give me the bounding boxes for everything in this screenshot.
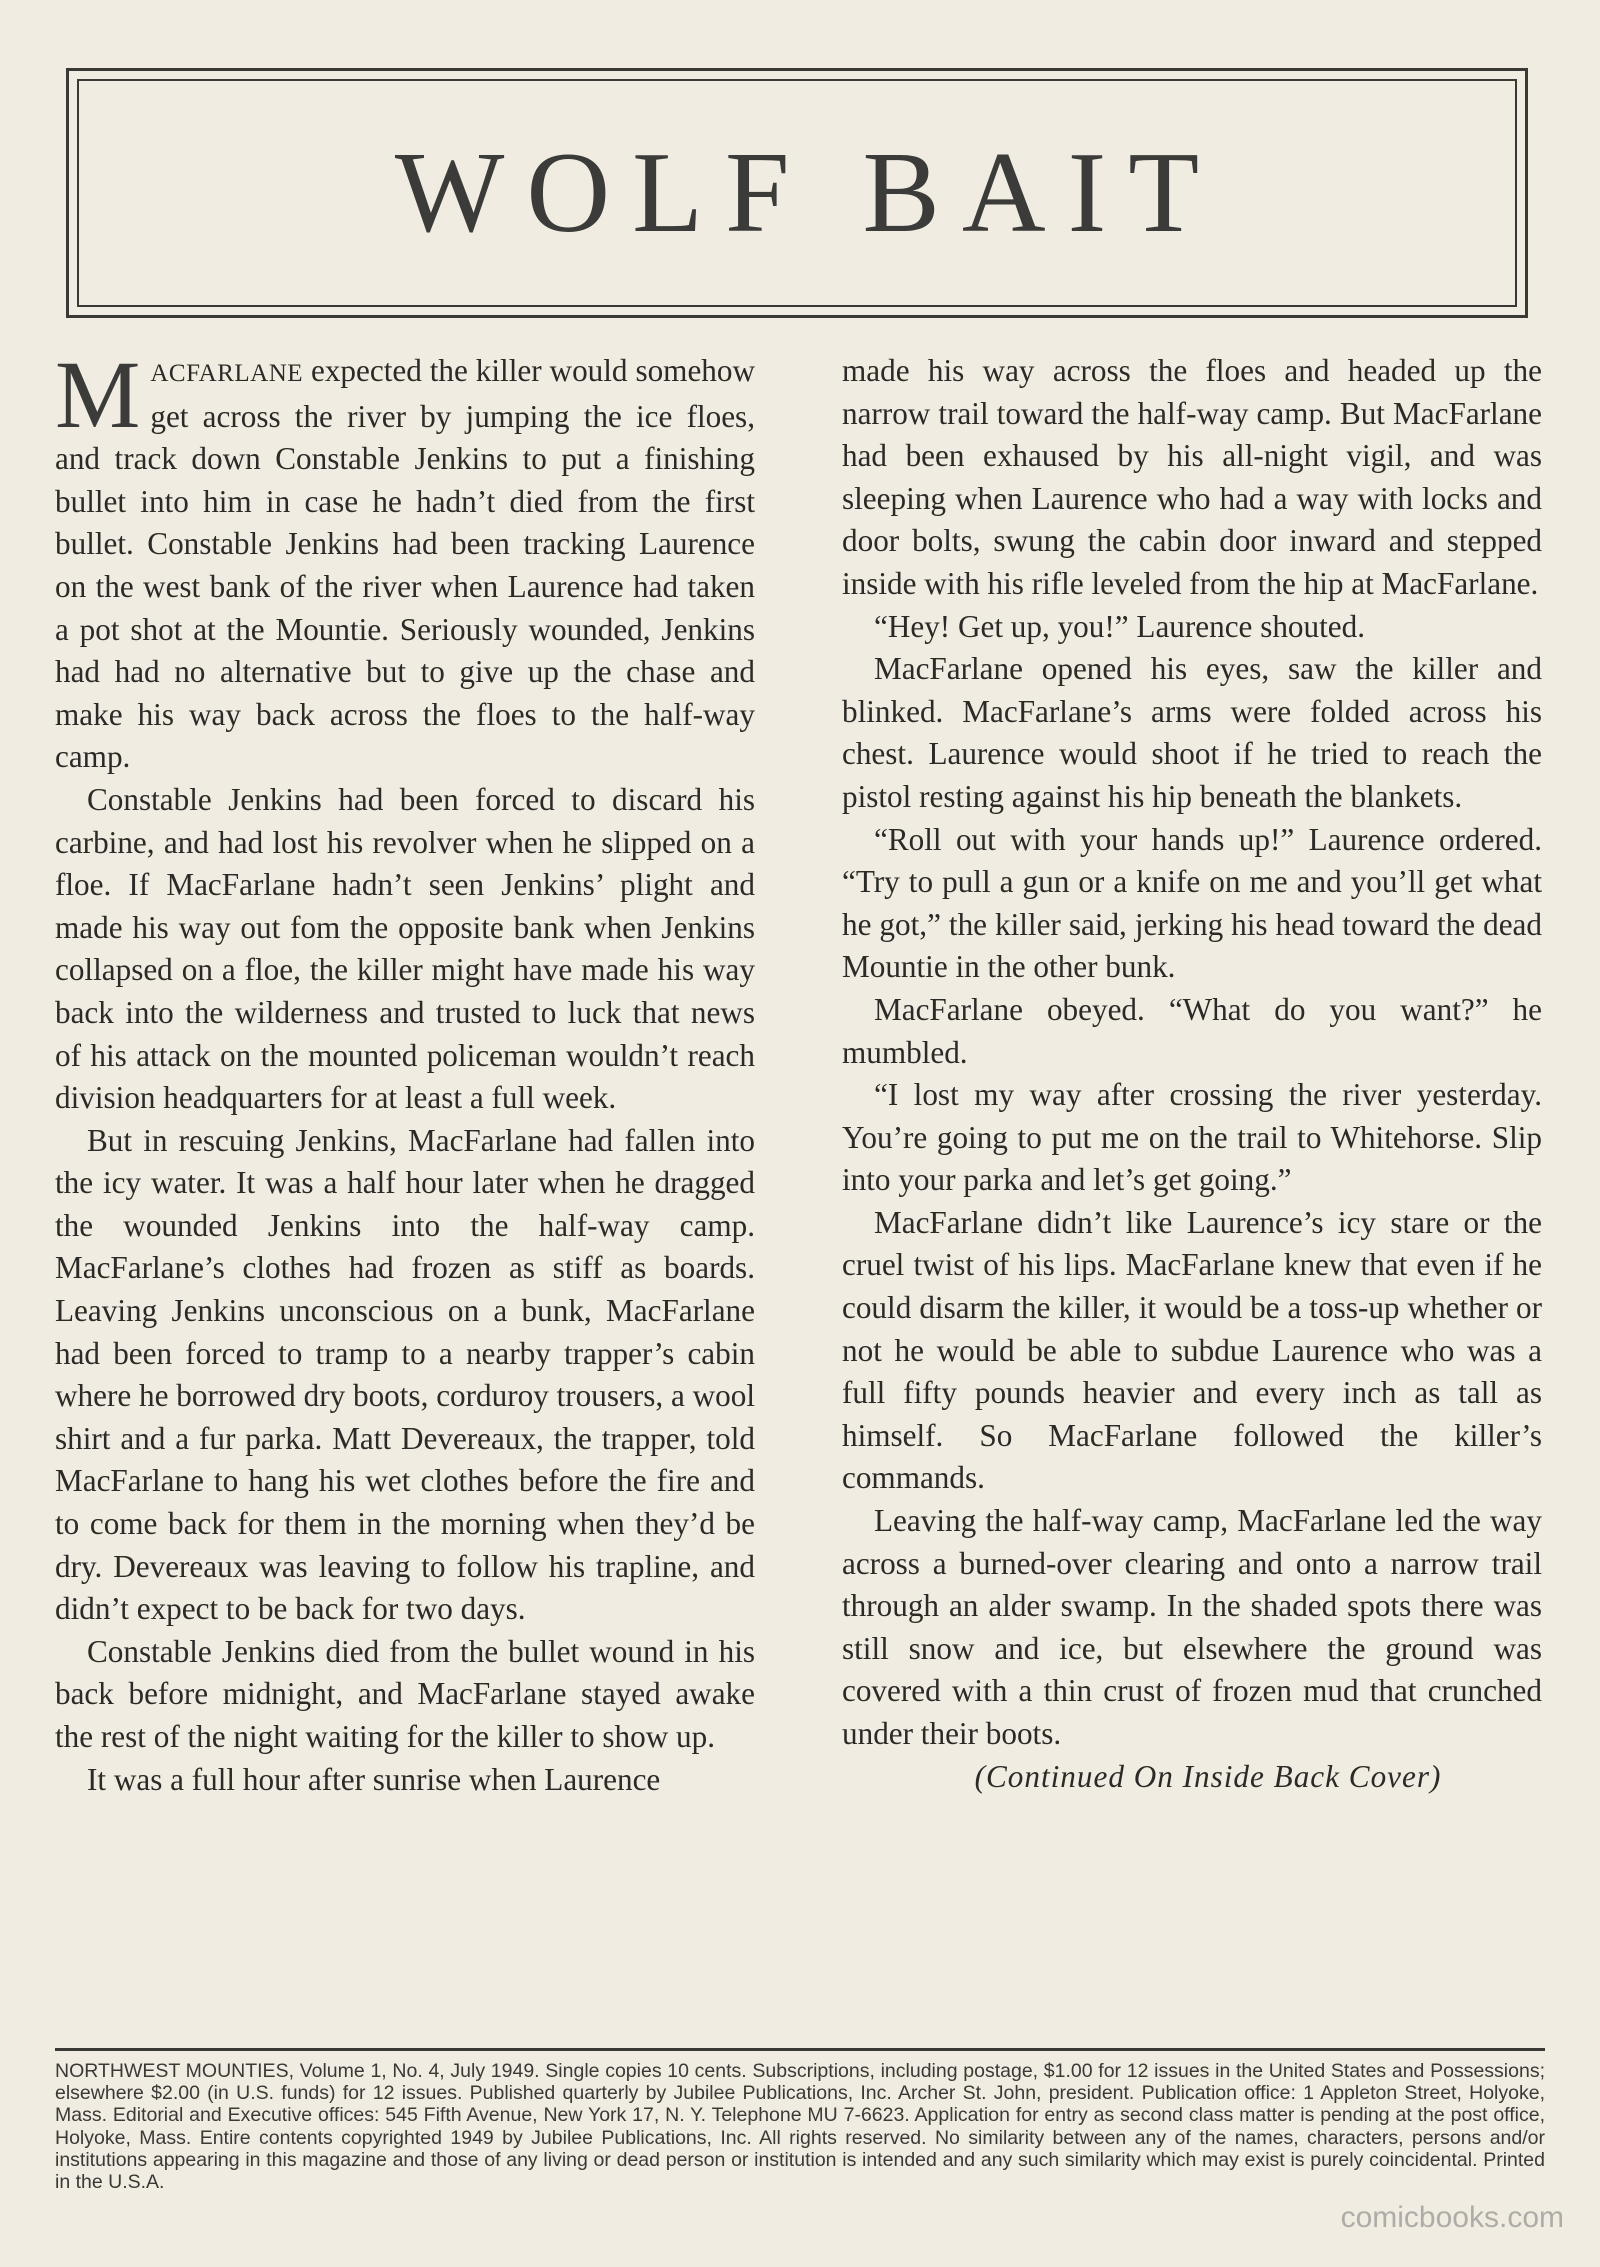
paragraph: It was a full hour after sunrise when Laurence xyxy=(87,1761,661,1797)
paragraph: MacFarlane opened his eyes, saw the killer and blinked. MacFarlane’s arms were folded across his chest. Laurence would shoot if he tried to reach the pistol resting against his hip beneath the blankets. xyxy=(842,651,1542,814)
paragraph: “Hey! Get up, you!” Laurence shouted. xyxy=(874,608,1366,644)
drop-cap: M xyxy=(55,341,141,448)
paragraph: Constable Jenkins died from the bullet wound in his back before midnight, and MacFarlane stayed awake the rest of the night waiting for the killer to show up. xyxy=(55,1633,755,1754)
title-frame-inner xyxy=(77,79,1517,307)
opening-text: expected the killer would somehow get across the river by jumping the ice floes, and track down Constable Jenkins to put a finishing bullet into him in case he hadn’t died from the first bullet. Constable Jenkins had been tracking Laurence on the west bank of the river when Laurence had taken a pot shot at the Mountie. Seriously wounded, Jenkins had had no alternative but to give up the chase and make his way back across the floes to the half-way camp. xyxy=(55,353,755,775)
paragraph: But in rescuing Jenkins, MacFarlane had fallen into the icy water. It was a half hour later when he dragged the wounded Jenkins into the half-way camp. MacFarlane’s clothes had frozen as stiff as boards. Leaving Jenkins unconscious on a bunk, MacFarlane had been forced to tramp to a nearby trapper’s cabin where he borrowed dry boots, corduroy trousers, a wool shirt and a fur parka. Matt Devereaux, the trapper, told MacFarlane to hang his wet clothes before the fire and to come back for them in the morning when they’d be dry. Devereaux was leaving to follow his trapline, and didn’t expect to be back for two days. xyxy=(55,1122,755,1627)
paragraph: “Roll out with your hands up!” Laurence ordered. “Try to pull a gun or a knife on me and you’ll get what he got,” the killer said, jerking his head toward the dead Mountie in the other bunk. xyxy=(842,821,1542,985)
paragraph: MacFarlane didn’t like Laurence’s icy stare or the cruel twist of his lips. MacFarlane knew that even if he could disarm the killer, it would be a toss-up whether or not he would be able to subdue Laurence who was a full fifty pounds heavier and every inch as tall as himself. So MacFarlane followed the killer’s commands. xyxy=(842,1204,1542,1496)
masthead-divider xyxy=(55,2048,1545,2051)
publication-masthead: NORTHWEST MOUNTIES, Volume 1, No. 4, July 1949. Single copies 10 cents. Subscriptions, including postage, $1.00 for 12 issues in the United States and Possessions; elsewhere $2.00 (in U.S. funds) for 12 issues. Published quarterly by Jubilee Publications, Inc. Archer St. John, president. Publication office: 1 Appleton Street, Holyoke, Mass. Editorial and Executive offices: 545 Fifth Avenue, New York 17, N. Y. Telephone MU 7-6623. Application for entry as second class matter is pending at the post office, Holyoke, Mass. Entire contents copyrighted 1949 by Jubilee Publications, Inc. All rights reserved. No similarity between any of the names, characters, persons and/or institutions appearing in this magazine and those of any living or dead person or institution is intended and any such similarity which may exist is purely coincidental. Printed in the U.S.A. xyxy=(55,2060,1545,2194)
opening-paragraph xyxy=(55,341,755,779)
paragraph: MacFarlane obeyed. “What do you want?” he mumbled. xyxy=(842,991,1542,1070)
column-left xyxy=(55,341,755,1801)
watermark: comicbooks.com xyxy=(1340,2201,1564,2234)
column-right xyxy=(842,350,1542,1798)
continued-note: (Continued On Inside Back Cover) xyxy=(974,1758,1442,1794)
opening-small-caps: ACFARLANE xyxy=(150,360,304,387)
paragraph: Constable Jenkins had been forced to discard his carbine, and had lost his revolver when he slipped on a floe. If MacFarlane hadn’t seen Jenkins’ plight and made his way out fom the opposite bank when Jenkins collapsed on a floe, the killer might have made his way back into the wilderness and trusted to luck that news of his attack on the mounted policeman wouldn’t reach division headquarters for at least a full week. xyxy=(55,781,755,1116)
paragraph: Leaving the half-way camp, MacFarlane led the way across a burned-over clearing and onto a narrow trail through an alder swamp. In the shaded spots there was still snow and ice, but elsewhere the ground was covered with a thin crust of frozen mud that crunched under their boots. xyxy=(842,1503,1542,1751)
paragraph: “I lost my way after crossing the river yesterday. You’re going to put me on the trail to Whitehorse. Slip into your parka and let’s get going.” xyxy=(842,1077,1542,1198)
title-frame xyxy=(66,68,1528,318)
story-title: WOLF BAIT xyxy=(394,128,1222,257)
paragraph-continuation: made his way across the floes and headed up the narrow trail toward the half-way camp. But MacFarlane had been exhaused by his all-night vigil, and was sleeping when Laurence who had a way with locks and door bolts, swung the cabin door inward and stepped inside with his rifle leveled from the hip at MacFarlane. xyxy=(842,353,1542,601)
